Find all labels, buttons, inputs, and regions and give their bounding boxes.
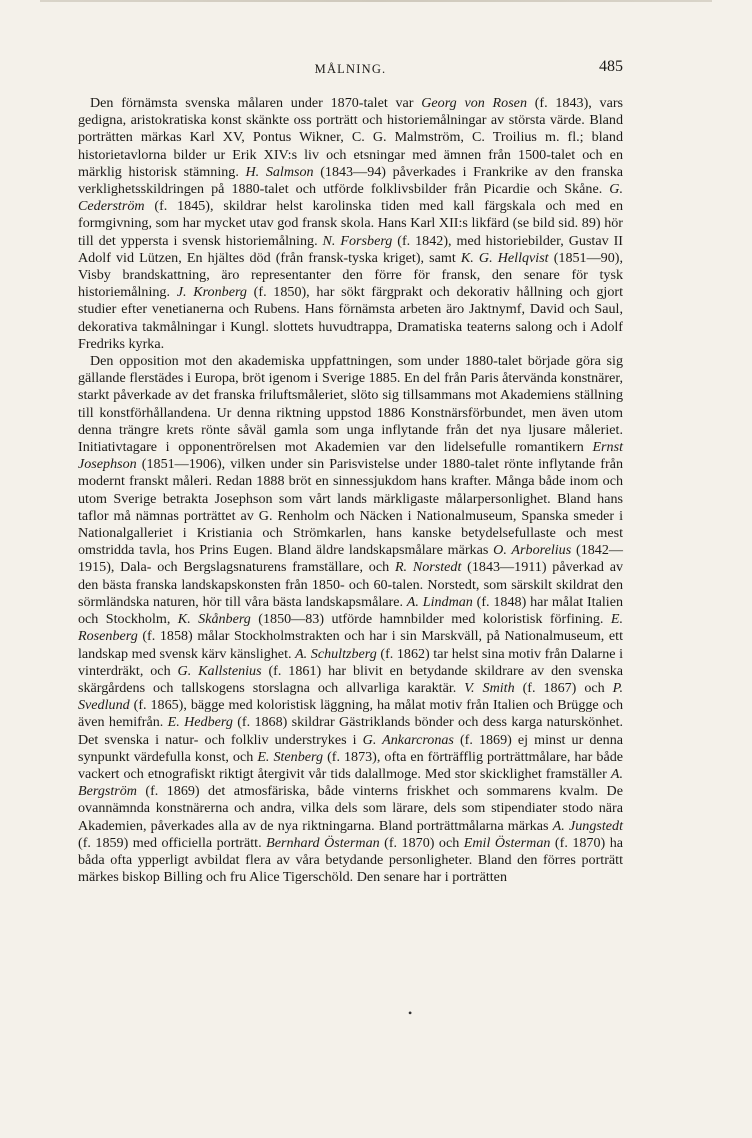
- body-text: [78, 95, 623, 886]
- person-name: P. Svedlund: [78, 679, 623, 714]
- person-name: G. Kallstenius: [177, 662, 262, 679]
- text-run: (f. 1865), bägge med koloristisk läggning, ha målat motiv från Italien och Brügge och även hemifrån.: [78, 697, 623, 731]
- person-name: A. Jungstedt: [552, 817, 624, 834]
- text-run: (f. 1842), med historiebilder, Gustav II Adolf vid Lützen, En hjältes död (från fransk-tyska kriget), samt: [78, 232, 623, 266]
- text-run: (1842—1915), Dala- och Bergslagsnaturens framställare, och: [78, 542, 623, 576]
- person-name: H. Salmson: [245, 163, 314, 180]
- text-run: (f. 1868) skildrar Gästriklands bönder och dess karga naturskönhet. Det svenska i natur- och folkliv understrykes i: [78, 714, 624, 748]
- text-run: (1850—83) utförde hamnbilder med koloristisk förfining.: [250, 611, 611, 628]
- person-name: K. G. Hellqvist: [460, 249, 549, 266]
- text-run: (f. 1850), har sökt färgprakt och dekorativ hållning och gjort studier efter venetianerna och Rubens. Hans förnämsta arbeten äro Jaktnymf, David och Saul, dekorativa takmålningar i Kungl. slottets huvudtrappa, Dramatiska teaterns salong och i Adolf Fredriks kyrka.: [78, 284, 623, 352]
- text-run: (f. 1845), skildrar helst karolinska tiden med kall färgskala och med en formgivning, som har mycket utav god fransk skola. Hans Karl XII:s likfärd (se bild sid. 89) hör till det yppersta i svensk historiemålning.: [78, 198, 623, 249]
- person-name: R. Norstedt: [394, 559, 462, 576]
- person-name: Bernhard Österman: [266, 834, 380, 851]
- person-name: Ernst Josephson: [78, 439, 623, 473]
- person-name: J. Kronberg: [176, 284, 247, 301]
- person-name: A. Lindman: [406, 593, 473, 610]
- person-name: E. Rosenberg: [78, 611, 623, 645]
- person-name: E. Hedberg: [167, 714, 233, 731]
- person-name: N. Forsberg: [322, 232, 393, 249]
- text-run: (f. 1862) tar helst sina motiv från Dalarne i vinterdräkt, och: [78, 645, 624, 679]
- person-name: A. Bergström: [78, 765, 623, 800]
- text-run: (f. 1843), vars gedigna, aristokratiska konst skänkte oss porträtt och historiemålningar av största värde. Bland porträtten märkas Karl XV, Pontus Wikner, C. G. Malmström, C. Troilius m. fl.; bland historietavlorna bilder ur Erik XIV:s liv och etsningar med ämnen från 1500-talet och en märklig historisk stämning.: [78, 95, 624, 180]
- page-number: 485: [599, 58, 623, 75]
- paragraph: [78, 353, 623, 886]
- text-run: Den förnämsta svenska målaren under 1870-talet var: [90, 95, 422, 111]
- text-run: (f. 1848) har målat Italien och Stockholm,: [78, 593, 623, 628]
- running-title: MÅLNING.: [314, 62, 387, 76]
- text-run: (f. 1869) det atmosfäriska, både vinterns friskhet och sommarens kvalm. De ovannämnda konstnärerna och andra, vilka dels som lärare, dels som stipendiater stodo nära Akademien, påverkades alla av de nya riktningarna. Bland porträttmålarna märkas: [78, 783, 623, 834]
- text-run: (f. 1859) med officiella porträtt.: [78, 834, 267, 851]
- text-run: (f. 1861) har blivit en betydande skildrare av den svenska skärgårdens och tallskogens storslagna och allvarliga karaktär.: [78, 662, 624, 696]
- text-run: (1843—1911) påverkad av den bästa franska landskapskonsten från 1850- och 60-talen. Norstedt, som särskilt skildrat den sörmländska naturen, hör till våra bästa landskapsmålare.: [78, 559, 624, 610]
- text-run: (f. 1870) och: [379, 834, 464, 851]
- text-run: (f. 1858) målar Stockholmstrakten och har i sin Marskväll, på Nationalmuseum, ett landskap med svensk kärv känslighet.: [78, 628, 623, 662]
- footer-mark: •: [408, 1006, 413, 1020]
- text-run: (f. 1867) och: [514, 679, 613, 696]
- text-run: (f. 1869) ej minst ur denna synpunkt värdefulla konst, och: [78, 731, 623, 765]
- person-name: G. Ankarcronas: [362, 731, 454, 748]
- person-name: A. Schultzberg: [295, 645, 377, 662]
- page-header: [78, 56, 623, 82]
- person-name: G. Cederström: [78, 181, 623, 215]
- text-run: (f. 1870) ha båda ofta ypperligt avbildat flera av våra betydande personligheter. Bland den förres porträtt märkes biskop Billing och fru Alice Tigerschöld. Den senare har i porträtten: [78, 834, 623, 886]
- paragraph: [78, 95, 623, 353]
- person-name: Emil Österman: [463, 834, 551, 851]
- text-run: (1843—94) påverkades i Frankrike av den franska verklighetsskildringen på 1880-talet och utförde folklivsbilder från Picardie och Skåne.: [78, 163, 623, 198]
- person-name: Georg von Rosen: [421, 95, 527, 111]
- text-run: (1851—1906), vilken under sin Parisvistelse under 1880-talet rönte inflytande från modernt franskt måleri. Redan 1888 bröt en sinnessjukdom hans krafter. Många både inom och utom Sverige betrakta Josephson som vårt lands märkligaste målarpersonlighet. Bland hans taflor må nämnas porträttet av G. Renholm och Näcken i Nationalmuseum, Spanska smeder i Nationalgalleriet i Kristiania och Strömkarlen, hans kanske betydelsefullaste och mest omstridda tavla, hos Prins Eugen. Bland äldre landskapsmålare märkas: [78, 456, 623, 559]
- page-top-edge: [40, 0, 712, 2]
- text-run: (1851—90), Visby brandskattning, äro representanter den förre för fransk, den senare för tysk historiemålning.: [78, 249, 623, 301]
- person-name: V. Smith: [464, 679, 515, 696]
- person-name: E. Stenberg: [257, 748, 324, 765]
- person-name: K. Skånberg: [177, 611, 251, 628]
- text-run: (f. 1873), ofta en förträfflig porträttmålare, har både vackert och etnografiskt riktigt återgivit vår tids dalallmoge. Med stor skicklighet framställer: [78, 748, 623, 782]
- text-run: Den opposition mot den akademiska uppfattningen, som under 1880-talet började göra sig gällande flerstädes i Europa, bröt igenom i Sverige 1885. En del från Paris återvända konstnärer, starkt påverkade av det franska friluftsmåleriet, slöto sig tillsammans mot Akademiens ställning till konstförhållandena. Ur denna riktning uppstod 1886 Konstnärsförbundet, men även utom denna trängre krets rönte såväl gamla som unga inflytande från det nya ljusare måleriet. Initiativtagare i opponentrörelsen mot Akademien var den lidelsefulle romantikern: [78, 353, 623, 456]
- person-name: O. Arborelius: [493, 542, 572, 559]
